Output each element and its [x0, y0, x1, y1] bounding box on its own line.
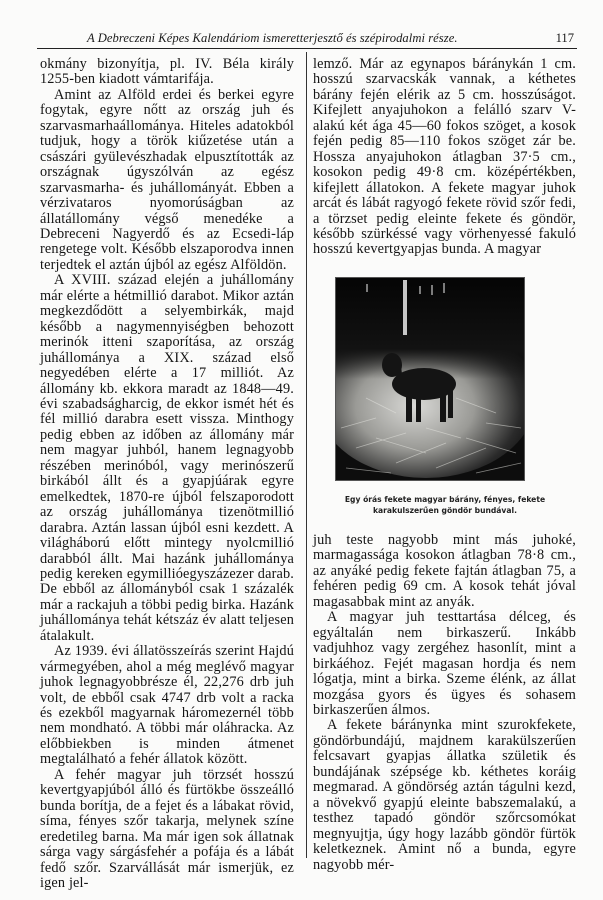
- caption-line-2: karakulszerűen göndör bundával.: [372, 506, 517, 515]
- right-column-bottom: [313, 533, 576, 873]
- right-column-top: [313, 57, 576, 258]
- column-divider: [306, 52, 307, 858]
- caption-line-1: Egy órás fekete magyar bárány, fényes, fekete: [344, 495, 546, 504]
- paragraph: A fehér magyar juh törzsét hosszú kevertgyapjúból álló és fürtökbe összeálló bunda borítja, de a fejet és a lábakat rövid, síma, fényes szőr takarja, melynek színe eredetileg barna. Ma már igen sok állatnak sárga vagy sárgásfehér a pofája és a lábát fedő szőr. Szarvállását már ismerjük, ez igen jel-: [40, 766, 294, 892]
- paragraph: A XVIII. század elején a juhállomány már elérte a hétmillió darabot. Mikor aztán megkezdődött a selyembirkák, majd később a nagymennyiségben behozott merinók itteni szaporítása, az ország juhállománya a XIX. század első negyedében elérte a 17 milliót. Az állomány kb. ekkora maradt az 1848—49. évi szabadságharcig, de ekkor ismét hét és fél millió darabra esett vissza. Minthogy pedig ebben az időben az állomány már nem magyar juhból, hanem legnagyobb részében merinóból, vagy merinószerű birkából állt és a gyapjúárak egyre emelkedtek, 1870-re újból felszaporodott az ország juhállománya tizenötmillió darabra. Aztán lassan újból esni kezdett. A világháború előtt mintegy nyolcmillió darabból állt. Mai hazánk juhállománya pedig kereken egymillióegyszázezer darab. De ebből az állományból csak 1 százalék már a rackajuh a többi pedig birka. Hazánk juhállománya tehát kétszáz év alatt teljesen átalakult.: [40, 272, 294, 644]
- figure-caption: [325, 494, 565, 516]
- header-rule: [37, 48, 577, 49]
- paragraph: A magyar juh testtartása délceg, és egyáltalán nem birkaszerű. Inkább vadjuhhoz vagy zergéhez hasonlít, mint a birkáéhoz. Fejét magasan hordja és nem lógatja, mint a birka. Szeme élénk, az állat mozgása gyors és ügyes és sohasem birkaszerűen álmos.: [313, 609, 576, 718]
- paragraph: Az 1939. évi állatösszeírás szerint Hajdú vármegyében, ahol a még meglévő magyar juhok legnagyobbrésze él, 22,276 drb juh volt, de ebből csak 4747 drb volt a racka és ezekből magyarnak háromezernél több nem mondható. A többi már oláhracka. Az előbbiekben is minden átmenet megtalálható a fehér állatok között.: [40, 643, 294, 768]
- paragraph: Amint az Alföld erdei és berkei egyre fogytak, egyre nőtt az ország juh és szarvasmarhaállománya. Hiteles adatokból tudjuk, hogy a török kiűzetése után a császári gyülevészhadak elpusztították az országnak úgyszólván az egész szarvasmarha- és juhállományát. Ebben a vérzivataros nyomorúságban az állatállomány végső menedéke a Debreceni Nagyerdő és az Ecsedi-láp rengetege volt. Később elszaporodva innen terjedtek el aztán újból az egész Alföldön.: [40, 86, 294, 273]
- lamb-photo: [335, 277, 525, 481]
- page-number: 117: [555, 31, 574, 45]
- left-column: [40, 57, 294, 891]
- photo-black-lamb-icon: [336, 278, 524, 480]
- running-head: [40, 31, 576, 47]
- paragraph: okmány bizonyítja, pl. IV. Béla király 1255-ben kiadott vámtarifája.: [40, 56, 294, 88]
- paragraph: juh teste nagyobb mint más juhoké, marmagassága kosokon átlagban 78·8 cm., az anyáké pedig fekete fajtán átlagban 75, a fehéren pedig 69 cm. A kosok tehát jóval magasabbak mint az anyák.: [313, 532, 576, 610]
- running-head-title: A Debreczeni Képes Kalendáriom ismeretterjesztő és szépirodalmi része.: [87, 31, 458, 45]
- paragraph: A fekete báránynka mint szurokfekete, göndörbundájú, majdnem karakülszerűen felcsavart gyapjas állatka születik és bundájának szépsége kb. kéthetes koráig megmarad. A göndörség aztán tágulni kezd, a növekvő gyapjú eleinte babszemalakú, a testhez tapadó göndör szőrcsomókat megnyujtja, úgy hogy lazább göndör fürtök keletkeznek. Amint nő a bunda, egyre nagyobb mér-: [313, 717, 576, 873]
- paragraph: lemző. Már az egynapos báránykán 1 cm. hosszú szarvacskák vannak, a kéthetes bárány fején elérik az 5 cm. hosszúságot. Kifejlett anyajuhokon a felálló szarv V-alakú két ága 45—60 fokos szöget, a kosok fején pedig 85—110 fokos szöget zár be. Hossza anyajuhokon átlagban 37·5 cm., kosokon pedig 49·8 cm. középértékben, kifejlett állatokon. A fekete magyar juhok arcát és lábát ragyogó fekete rövid szőr fedi, a törzset pedig eleinte fekete és göndör, később szürkéssé vagy vörhenyessé fakuló hosszú kevertgyapjas bunda. A magyar: [313, 56, 576, 258]
